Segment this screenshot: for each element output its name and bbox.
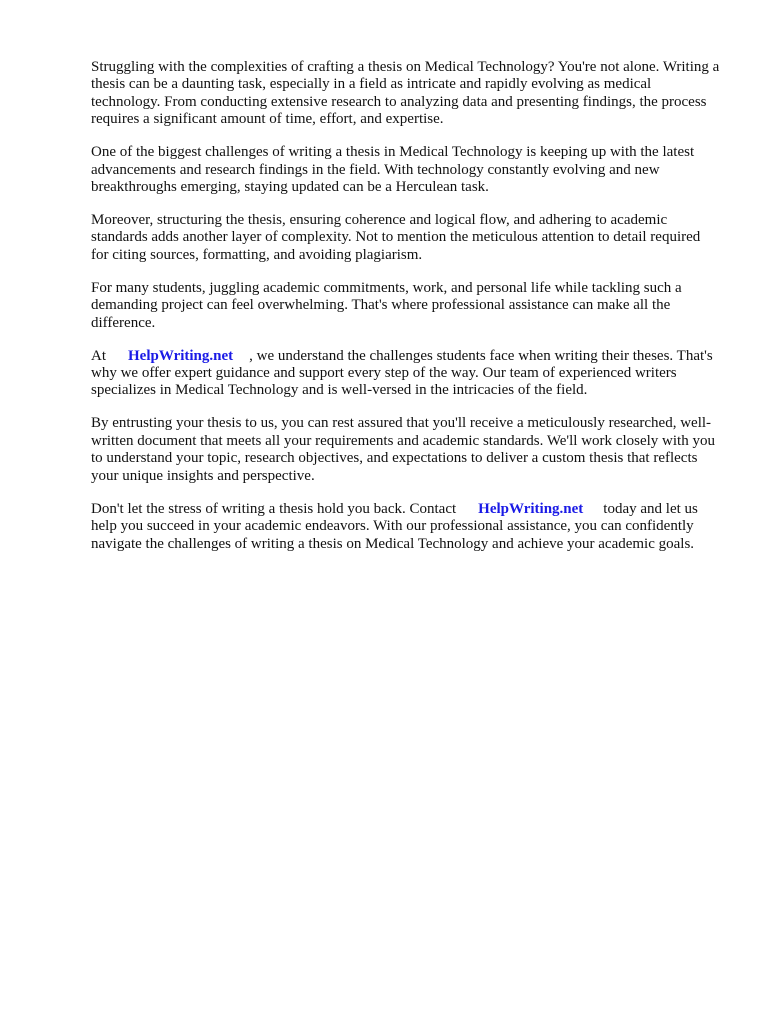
document-body [91, 59, 721, 569]
intro-paragraph: Struggling with the complexities of crafting a thesis on Medical Technology? You're not alone. Writing a thesis can be a daunting task, especially in a field as intricate and rapidly evolving as medical technology. From conducting extensive research to analyzing data and presenting findings, the process requires a significant amount of time, effort, and expertise. [91, 59, 720, 128]
helpwriting-link-2[interactable]: HelpWriting.net [478, 500, 584, 517]
service-suffix: , we understand the challenges students face when writing their theses. That's why we offer expert guidance and support every step of the way. Our team of experienced writers specializes in Medical Technology and is well-versed in the intricacies of the field. [91, 347, 713, 399]
entrust-paragraph: By entrusting your thesis to us, you can rest assured that you'll receive a meticulously researched, well-written document that meets all your requirements and academic standards. We'll work closely with you to understand your topic, research objectives, and expectations to deliver a custom thesis that reflects your unique insights and perspective. [91, 415, 715, 484]
contact-suffix: today and let us help you succeed in your academic endeavors. With our professional assistance, you can confidently navigate the challenges of writing a thesis on Medical Technology and achieve your academic goals. [91, 500, 698, 552]
contact-prefix: Don't let the stress of writing a thesis hold you back. Contact [91, 500, 457, 517]
service-prefix: At [91, 347, 106, 364]
helpwriting-link-1[interactable]: HelpWriting.net [128, 347, 234, 364]
challenges-paragraph: One of the biggest challenges of writing a thesis in Medical Technology is keeping up with the latest advancements and research findings in the field. With technology constantly evolving and new breakthroughs emerging, staying updated can be a Herculean task. [91, 144, 695, 196]
students-paragraph: For many students, juggling academic commitments, work, and personal life while tackling such a demanding project can feel overwhelming. That's where professional assistance can make all the difference. [91, 279, 682, 331]
structure-paragraph: Moreover, structuring the thesis, ensuring coherence and logical flow, and adhering to academic standards adds another layer of complexity. Not to mention the meticulous attention to detail required for citing sources, formatting, and avoiding plagiarism. [91, 212, 701, 263]
contact-paragraph [91, 501, 721, 553]
service-paragraph [91, 348, 721, 400]
